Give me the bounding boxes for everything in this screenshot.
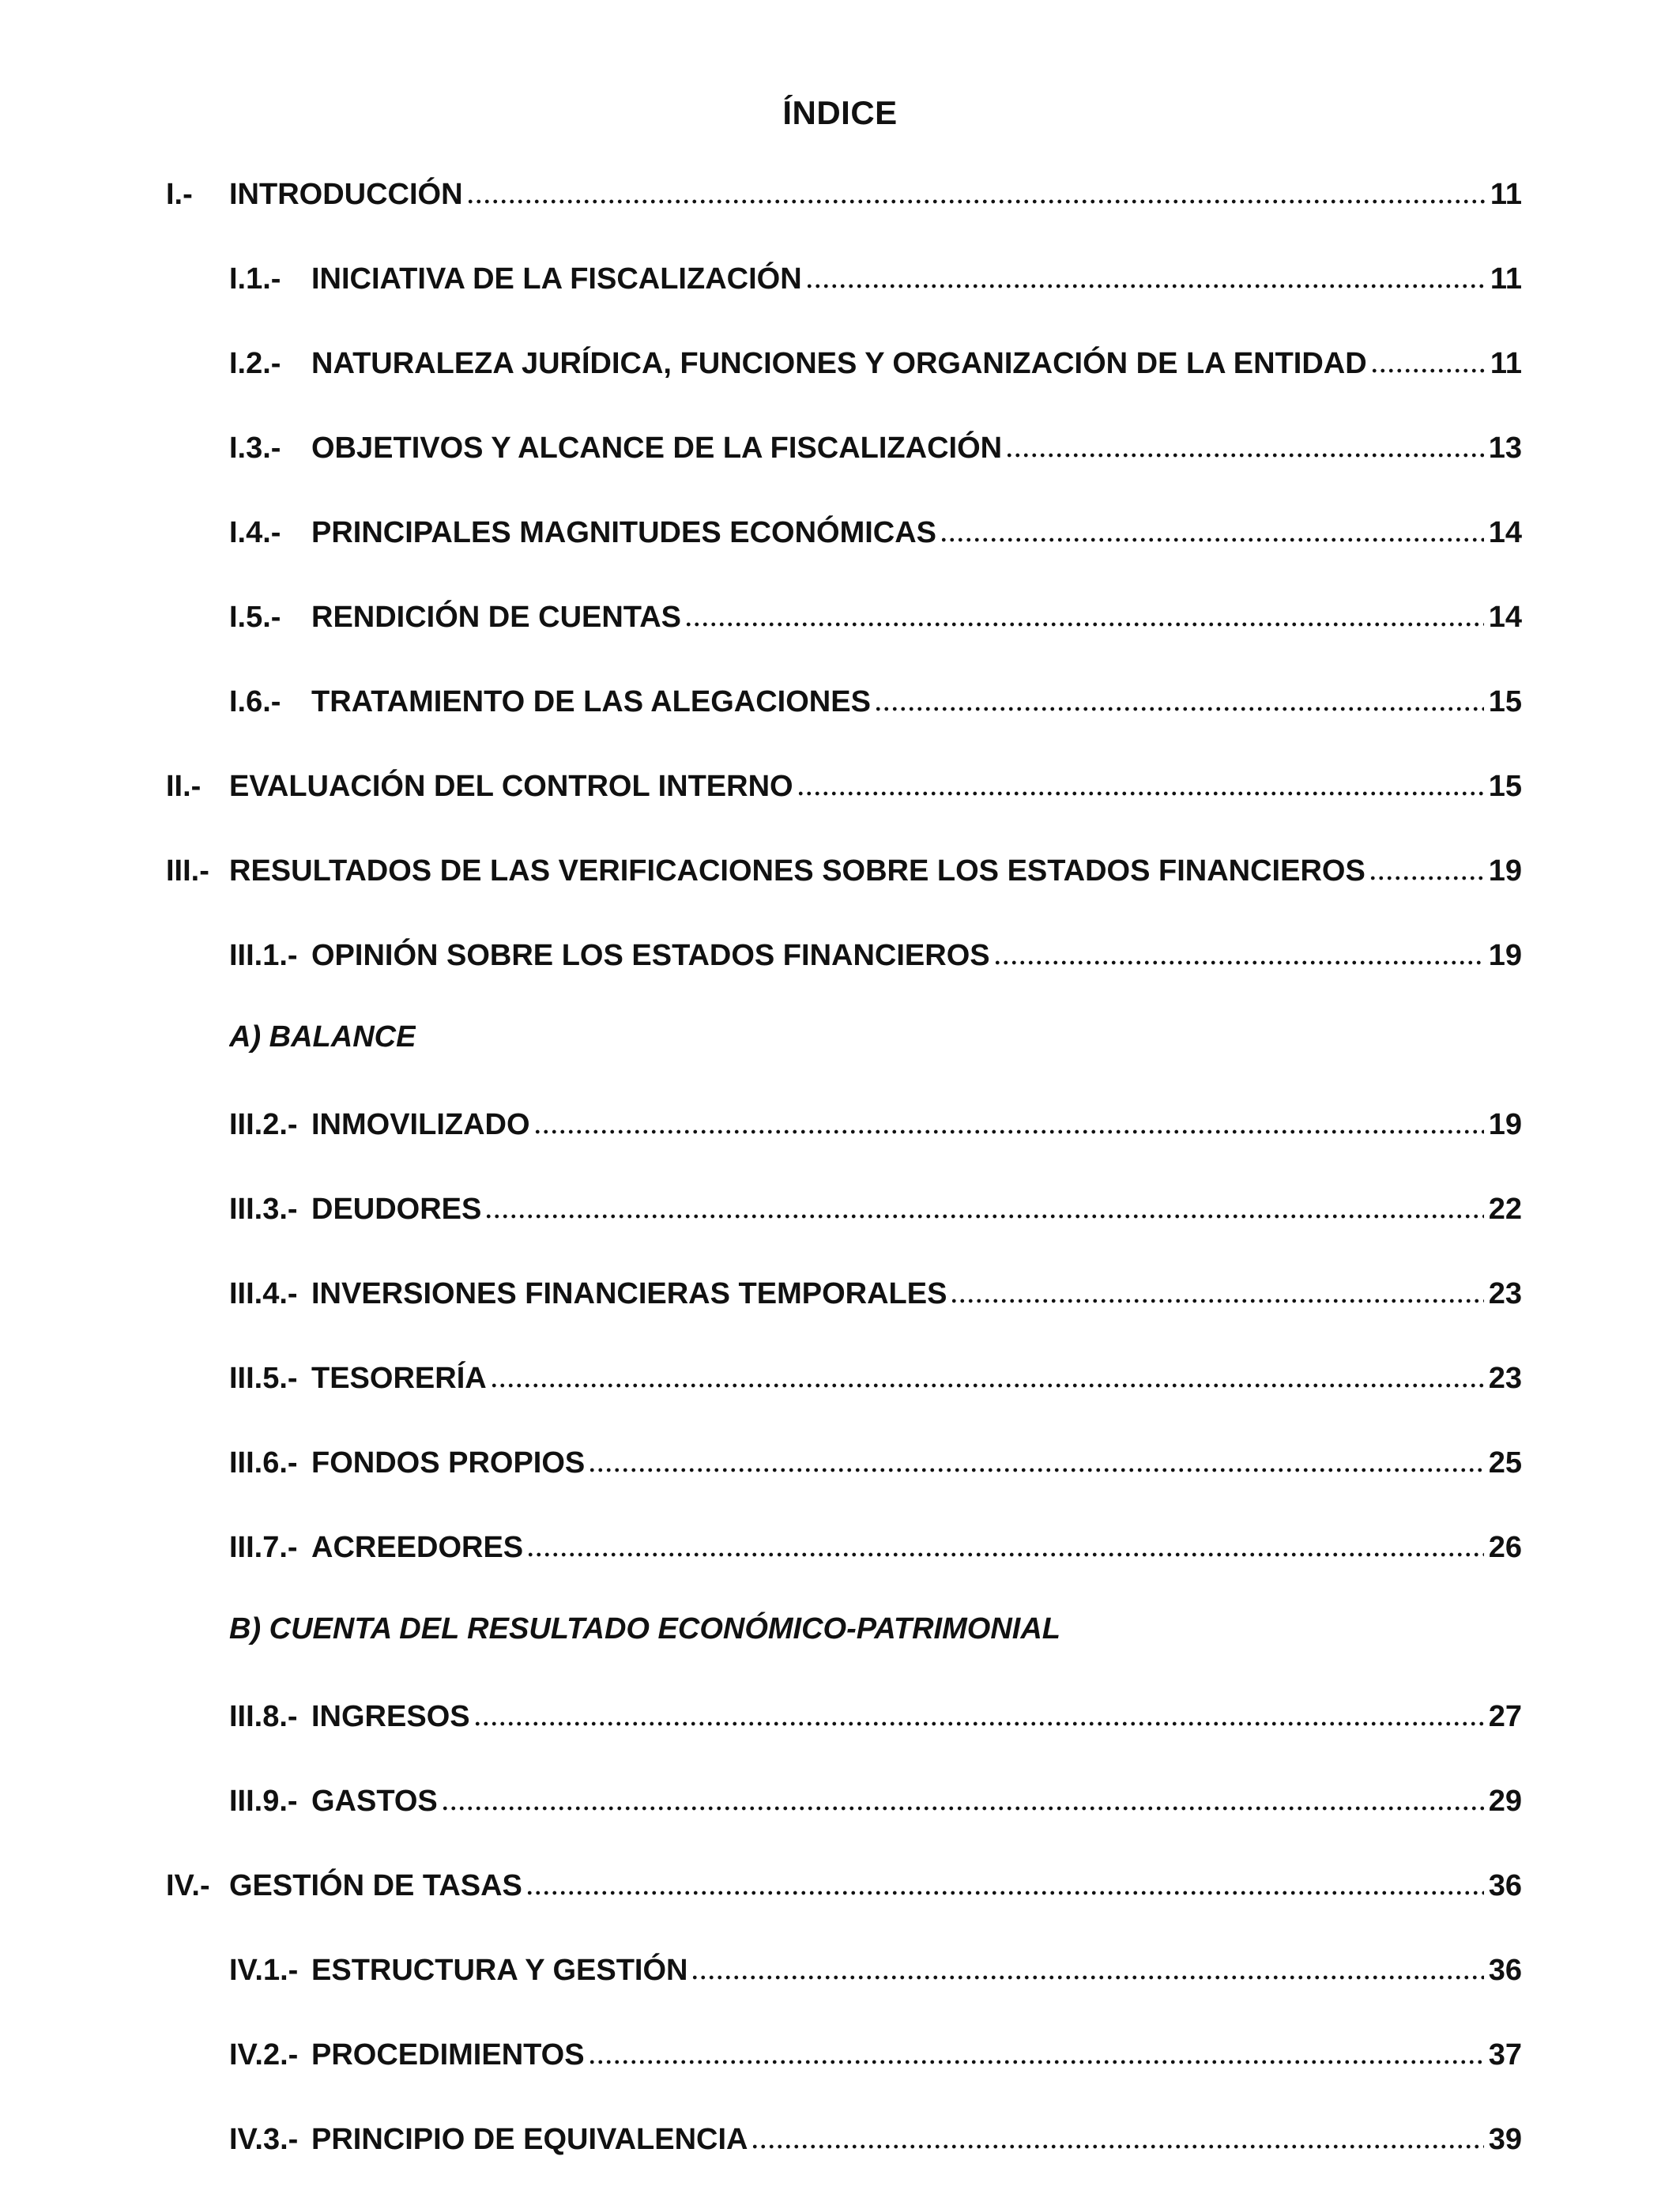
toc-section-title: A) BALANCE (229, 1020, 416, 1054)
toc-entry-introduccion[interactable] (166, 172, 1522, 210)
toc-entry-number: I.3.- (229, 432, 281, 465)
toc-section-title: B) CUENTA DEL RESULTADO ECONÓMICO-PATRIMONIAL (229, 1612, 1060, 1646)
toc-entry-procedimientos[interactable] (229, 2033, 1522, 2071)
toc-entry-title: INTRODUCCIÓN (229, 178, 463, 211)
toc-entry-gestion-tasas[interactable] (166, 1864, 1522, 1902)
dot-leader (526, 1529, 1484, 1560)
dot-leader (751, 2120, 1483, 2152)
toc-entry-title: RENDICIÓN DE CUENTAS (311, 601, 681, 634)
toc-entry-page: 25 (1488, 1446, 1522, 1480)
dot-leader (466, 175, 1486, 207)
toc-entry-objetivos[interactable] (229, 426, 1522, 464)
toc-entry-title: OBJETIVOS Y ALCANCE DE LA FISCALIZACIÓN (311, 432, 1003, 465)
toc-entry-number: III.3.- (229, 1193, 298, 1226)
dot-leader (441, 1782, 1484, 1814)
dot-leader (874, 683, 1484, 714)
toc-entry-tesoreria[interactable] (229, 1356, 1522, 1394)
toc-entry-number: III.9.- (229, 1785, 298, 1818)
dot-leader (490, 1359, 1484, 1391)
toc-entry-page: 22 (1488, 1193, 1522, 1226)
toc-entry-page: 29 (1488, 1785, 1522, 1818)
dot-leader (1369, 852, 1484, 884)
dot-leader (1005, 429, 1484, 461)
toc-entry-number: I.4.- (229, 516, 281, 549)
toc-entry-number: I.6.- (229, 685, 281, 718)
toc-entry-page: 14 (1488, 601, 1522, 634)
toc-entry-acreedores[interactable] (229, 1525, 1522, 1563)
toc-entry-rendicion[interactable] (229, 595, 1522, 633)
toc-entry-number: II.- (166, 770, 202, 803)
toc-entry-number: III.5.- (229, 1362, 298, 1395)
toc-entry-page: 36 (1488, 1869, 1522, 1902)
toc-entry-title: OPINIÓN SOBRE LOS ESTADOS FINANCIEROS (311, 939, 990, 972)
toc-entry-title: FONDOS PROPIOS (311, 1446, 586, 1480)
toc-entry-page: 39 (1488, 2123, 1522, 2156)
toc-entry-title: PROCEDIMIENTOS (311, 2038, 585, 2071)
dot-leader (473, 1698, 1484, 1729)
toc-entry-title: INVERSIONES FINANCIERAS TEMPORALES (311, 1277, 947, 1310)
toc-section-cuenta-resultado (229, 1610, 1522, 1648)
toc-entry-number: III.8.- (229, 1700, 298, 1733)
toc-entry-title: INMOVILIZADO (311, 1108, 530, 1141)
toc-entry-page: 19 (1488, 1108, 1522, 1141)
toc-entry-number: I.2.- (229, 347, 281, 380)
toc-entry-title: PRINCIPALES MAGNITUDES ECONÓMICAS (311, 516, 937, 549)
toc-entry-page: 15 (1488, 685, 1522, 718)
toc-entry-page: 13 (1488, 432, 1522, 465)
toc-entry-estructura[interactable] (229, 1948, 1522, 1986)
toc-entry-deudores[interactable] (229, 1187, 1522, 1225)
toc-entry-fondos-propios[interactable] (229, 1441, 1522, 1479)
toc-entry-page: 37 (1488, 2038, 1522, 2071)
toc-entry-number: IV.- (166, 1869, 210, 1902)
dot-leader (950, 1275, 1483, 1306)
dot-leader (588, 2036, 1484, 2068)
toc-entry-number: III.2.- (229, 1108, 298, 1141)
toc-entry-title: TRATAMIENTO DE LAS ALEGACIONES (311, 685, 871, 718)
dot-leader (993, 937, 1484, 968)
toc-entry-number: IV.2.- (229, 2038, 299, 2071)
toc-entry-title: INGRESOS (311, 1700, 470, 1733)
dot-leader (797, 767, 1484, 799)
toc-entry-page: 19 (1488, 939, 1522, 972)
toc-entry-naturaleza-juridica[interactable] (229, 341, 1522, 379)
dot-leader (1370, 345, 1486, 376)
dot-leader (533, 1106, 1484, 1137)
dot-leader (525, 1867, 1484, 1898)
toc-entry-ingresos[interactable] (229, 1695, 1522, 1732)
toc-entry-inversiones[interactable] (229, 1272, 1522, 1310)
toc-section-balance (229, 1018, 1522, 1056)
toc-entry-number: III.7.- (229, 1531, 298, 1564)
toc-entry-number: IV.3.- (229, 2123, 299, 2156)
toc-entry-page: 23 (1488, 1362, 1522, 1395)
toc-entry-iniciativa[interactable] (229, 257, 1522, 295)
toc-entry-inmovilizado[interactable] (229, 1103, 1522, 1140)
toc-entry-page: 27 (1488, 1700, 1522, 1733)
toc-entry-resultados[interactable] (166, 849, 1522, 887)
dot-leader (684, 598, 1484, 630)
toc-entry-title: TESORERÍA (311, 1362, 487, 1395)
toc-entry-title: INICIATIVA DE LA FISCALIZACIÓN (311, 262, 802, 296)
toc-entry-number: I.- (166, 178, 193, 211)
toc-entry-page: 23 (1488, 1277, 1522, 1310)
toc-entry-page: 11 (1490, 347, 1522, 380)
toc-entry-page: 11 (1490, 178, 1522, 211)
page-title: ÍNDICE (782, 94, 898, 131)
toc-entry-number: I.5.- (229, 601, 281, 634)
toc-entry-number: I.1.- (229, 262, 281, 296)
dot-leader (805, 260, 1486, 292)
toc-entry-title: DEUDORES (311, 1193, 482, 1226)
toc-entry-number: III.4.- (229, 1277, 298, 1310)
toc-entry-page: 14 (1488, 516, 1522, 549)
toc-entry-number: III.6.- (229, 1446, 298, 1480)
toc-entry-title: NATURALEZA JURÍDICA, FUNCIONES Y ORGANIZACIÓN DE LA ENTIDAD (311, 347, 1367, 380)
toc-entry-title: ACREEDORES (311, 1531, 524, 1564)
toc-entry-alegaciones[interactable] (229, 680, 1522, 718)
toc-entry-page: 15 (1488, 770, 1522, 803)
toc-entry-page: 11 (1490, 262, 1522, 296)
toc-entry-number: IV.1.- (229, 1954, 299, 1987)
dot-leader (588, 1444, 1483, 1476)
toc-entry-page: 26 (1488, 1531, 1522, 1564)
dot-leader (484, 1190, 1483, 1222)
toc-entry-number: III.- (166, 854, 209, 888)
toc-entry-title: GASTOS (311, 1785, 438, 1818)
toc-entry-magnitudes[interactable] (229, 511, 1522, 548)
toc-entry-opinion[interactable] (229, 933, 1522, 971)
toc-entry-equivalencia[interactable] (229, 2117, 1522, 2155)
toc-entry-title: GESTIÓN DE TASAS (229, 1869, 522, 1902)
dot-leader (940, 514, 1484, 545)
toc-entry-control-interno[interactable] (166, 764, 1522, 802)
toc-entry-gastos[interactable] (229, 1779, 1522, 1817)
toc-entry-number: III.1.- (229, 939, 298, 972)
toc-entry-title: ESTRUCTURA Y GESTIÓN (311, 1954, 688, 1987)
toc-entry-title: RESULTADOS DE LAS VERIFICACIONES SOBRE LOS ESTADOS FINANCIEROS (229, 854, 1365, 888)
toc-entry-title: EVALUACIÓN DEL CONTROL INTERNO (229, 770, 793, 803)
toc-entry-title: PRINCIPIO DE EQUIVALENCIA (311, 2123, 748, 2156)
dot-leader (691, 1951, 1483, 1983)
toc-entry-page: 36 (1488, 1954, 1522, 1987)
toc-entry-page: 19 (1488, 854, 1522, 888)
